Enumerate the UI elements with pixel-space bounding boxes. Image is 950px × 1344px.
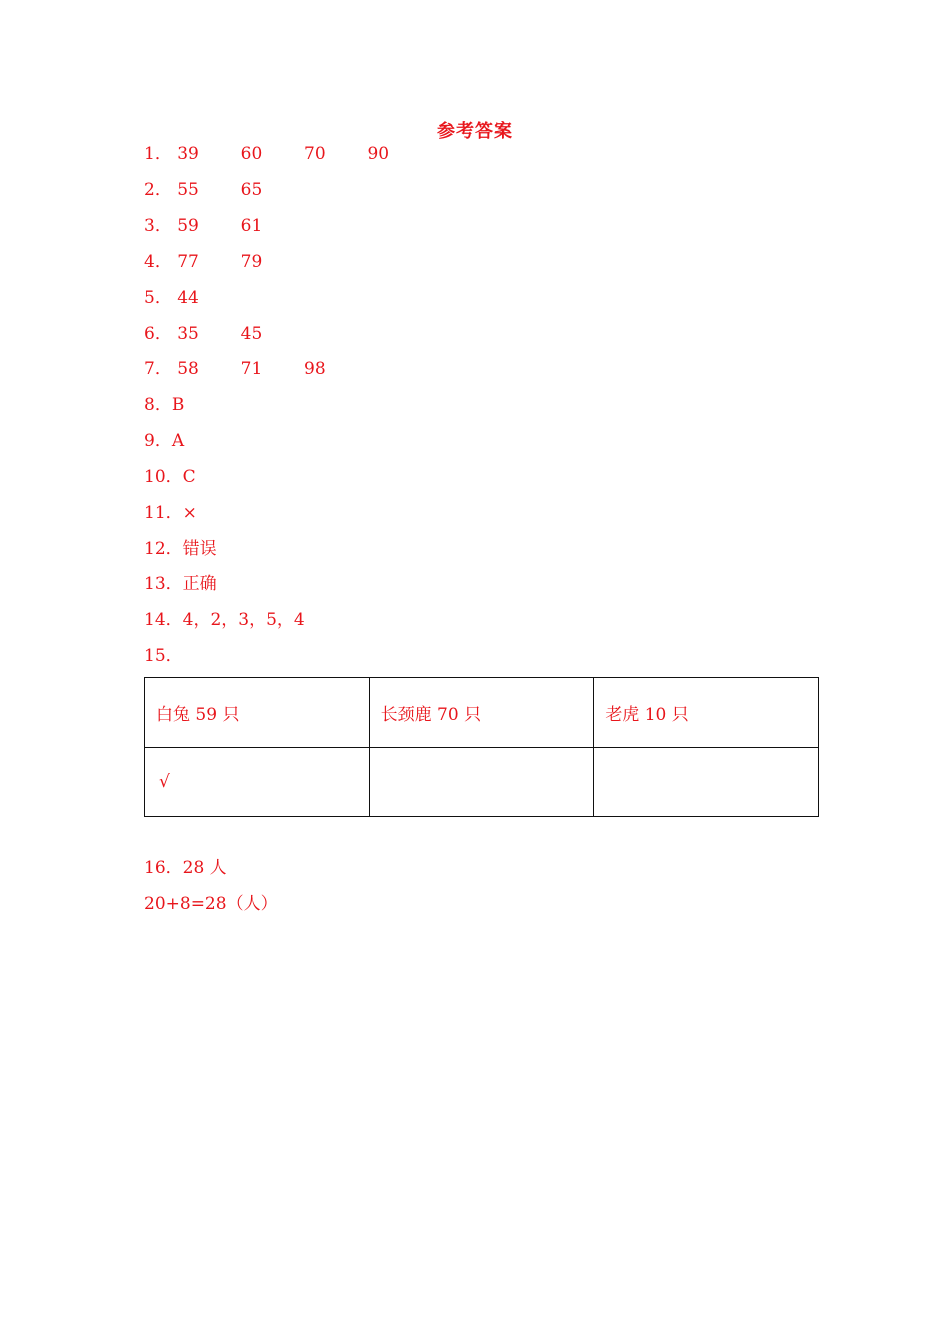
answer-value: 90	[367, 144, 390, 164]
answer-item-3	[144, 215, 299, 237]
answer-item-10	[144, 466, 196, 488]
answer-number: 10．	[144, 467, 183, 487]
answer-value: 错误	[182, 539, 217, 559]
answer-value: 77	[177, 252, 199, 272]
answer-value: 55	[177, 180, 199, 200]
answer-item-2	[144, 179, 299, 201]
answer-value: 61	[240, 216, 263, 236]
answer-value: 60	[240, 144, 263, 164]
answer-value: B	[171, 395, 185, 415]
answer-value: 35	[177, 324, 199, 344]
answer-item-15	[144, 645, 183, 667]
answer-value: 65	[240, 180, 263, 200]
table-row	[145, 747, 819, 817]
answer-item-11	[144, 502, 197, 524]
answer-item-8	[144, 394, 184, 416]
answer-item-4	[144, 251, 299, 273]
table-cell: 老虎 10 只	[594, 678, 819, 748]
answer-value: C	[182, 467, 196, 487]
answer-number: 1．	[144, 144, 172, 164]
answer-value: 71	[240, 359, 263, 379]
answer-number: 5．	[144, 288, 172, 308]
answer-value: 98	[304, 359, 326, 379]
answer-number: 4．	[144, 252, 172, 272]
answer-number: 14．	[144, 610, 183, 630]
answer-item-6	[144, 323, 299, 345]
answer-table-15	[144, 677, 819, 817]
answer-value: 79	[240, 252, 263, 272]
table-cell	[594, 747, 819, 817]
answer-item-9	[144, 430, 184, 452]
answer-number: 11．	[144, 503, 183, 523]
answer-item-12	[144, 538, 217, 560]
answer-value: 45	[240, 324, 263, 344]
answer-number: 6．	[144, 324, 172, 344]
answer-number: 8．	[144, 395, 172, 415]
answer-value: 59	[177, 216, 199, 236]
answer-number: 15．	[144, 646, 183, 666]
table-cell: √	[145, 747, 370, 817]
answer-value: 正确	[182, 574, 217, 594]
answer-value: 4，2，3，5，4	[182, 610, 305, 630]
answer-item-7	[144, 358, 362, 380]
answer-item-16: 16．28 人	[144, 858, 227, 878]
answer-value: ×	[182, 503, 197, 523]
answer-number: 9．	[144, 431, 172, 451]
table-cell	[369, 747, 594, 817]
answer-value: 44	[177, 288, 199, 308]
answer-number: 3．	[144, 216, 172, 236]
answer-item-16-formula: 20+8=28（人）	[144, 894, 278, 914]
answer-number: 13．	[144, 574, 183, 594]
table-cell: 长颈鹿 70 只	[369, 678, 594, 748]
answer-value: 70	[304, 144, 326, 164]
answer-value: 58	[177, 359, 199, 379]
answer-value: A	[171, 431, 185, 451]
answer-item-14	[144, 609, 305, 631]
answer-number: 2．	[144, 180, 172, 200]
page-title: 参考答案	[437, 121, 513, 142]
answer-number: 7．	[144, 359, 172, 379]
table-header-row	[145, 678, 819, 748]
table-cell: 白兔 59 只	[145, 678, 370, 748]
answer-number: 12．	[144, 539, 183, 559]
answer-value: 39	[177, 144, 199, 164]
answer-item-1	[144, 143, 425, 165]
answer-item-5	[144, 287, 235, 309]
answer-item-13	[144, 573, 217, 595]
